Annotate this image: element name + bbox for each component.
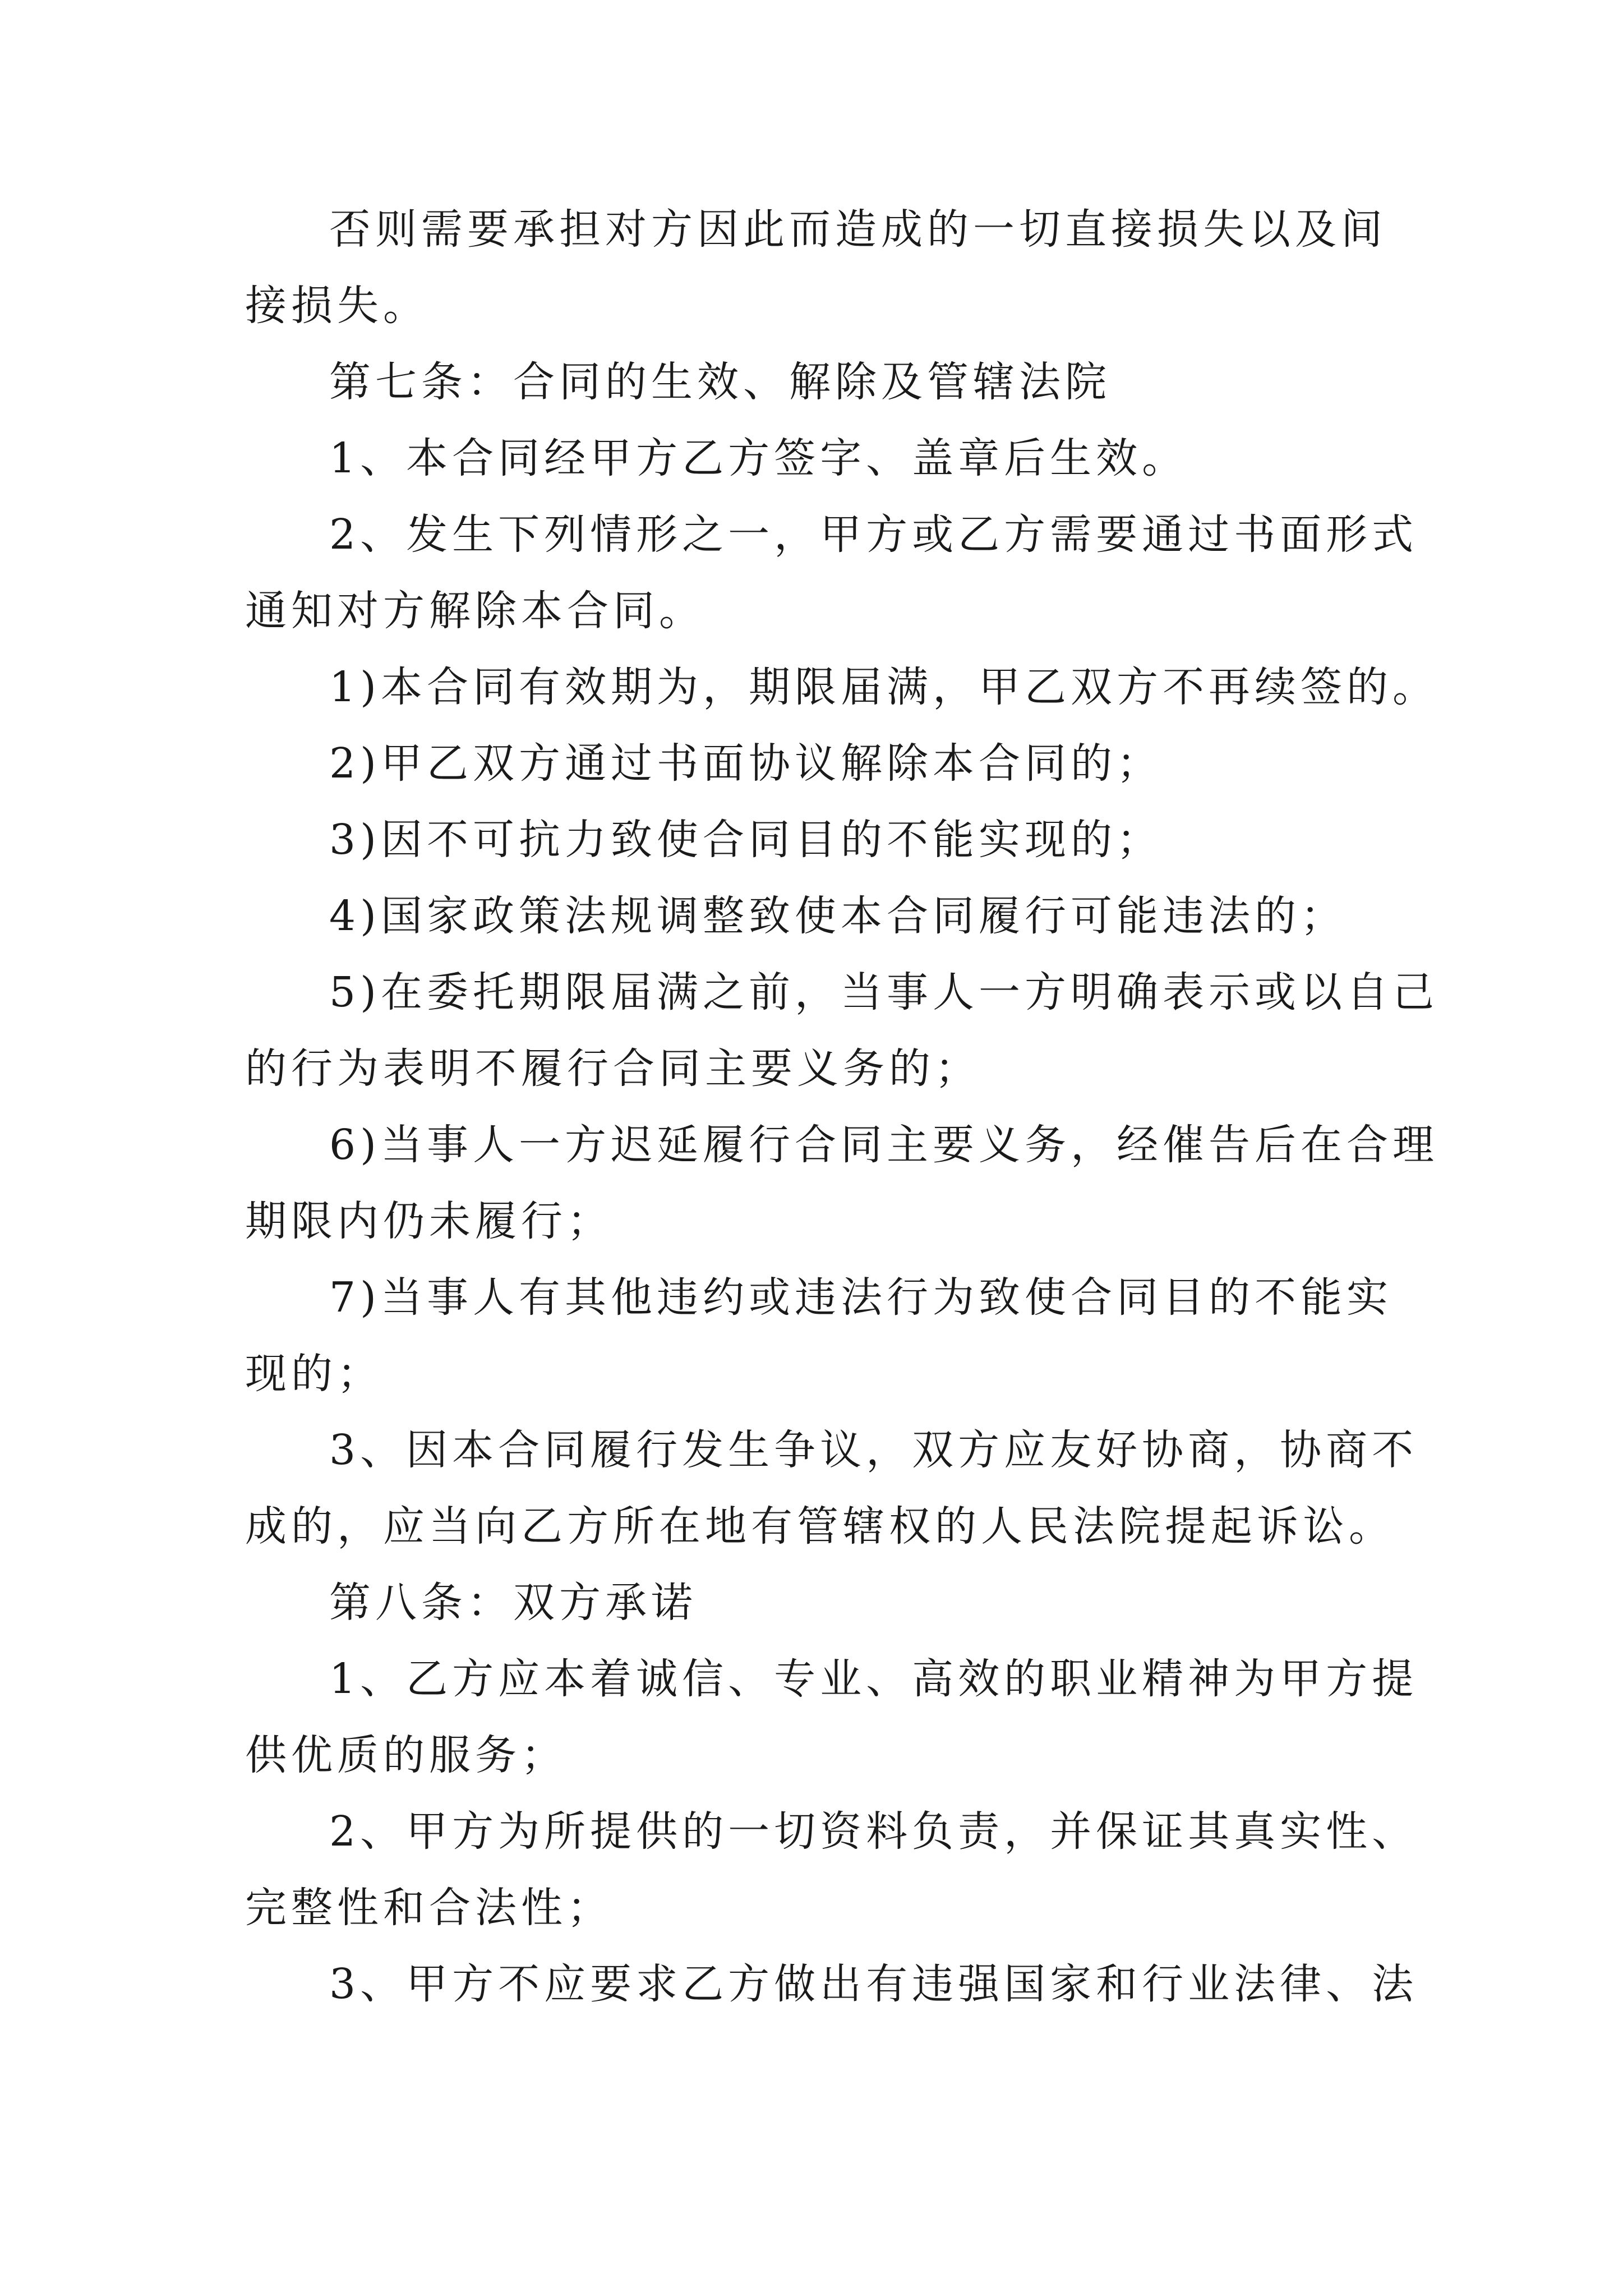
list-item: 6)当事人一方迟延履行合同主要义务，经催告后在合理	[329, 1121, 1438, 1169]
list-item: 4)国家政策法规调整致使本合同履行可能违法的；	[329, 892, 1347, 940]
paragraph-line: 1、本合同经甲方乙方签字、盖章后生效。	[329, 434, 1188, 482]
paragraph-line: 1、乙方应本着诚信、专业、高效的职业精神为甲方提	[329, 1655, 1418, 1703]
paragraph-line: 否则需要承担对方因此而造成的一切直接损失以及间	[329, 205, 1387, 254]
paragraph-line: 3、因本合同履行发生争议，双方应友好协商，协商不	[329, 1426, 1418, 1474]
section-heading: 第八条：双方承诺	[329, 1579, 697, 1627]
paragraph-line: 2、发生下列情形之一，甲方或乙方需要通过书面形式	[329, 510, 1418, 559]
paragraph-line: 供优质的服务；	[245, 1731, 567, 1779]
paragraph-line: 3、甲方不应要求乙方做出有违强国家和行业法律、法	[329, 1960, 1418, 2008]
list-item: 5)在委托期限届满之前，当事人一方明确表示或以自己	[329, 968, 1438, 1016]
paragraph-line: 通知对方解除本合同。	[245, 587, 705, 635]
paragraph-line: 接损失。	[245, 282, 429, 330]
list-item: 3)因不可抗力致使合同目的不能实现的；	[329, 816, 1163, 864]
section-heading: 第七条：合同的生效、解除及管辖法院	[329, 358, 1111, 406]
list-item: 2)甲乙双方通过书面协议解除本合同的；	[329, 739, 1163, 788]
list-item-continuation: 的行为表明不履行合同主要义务的；	[245, 1045, 981, 1093]
paragraph-line: 成的，应当向乙方所在地有管辖权的人民法院提起诉讼。	[245, 1502, 1395, 1550]
list-item: 1)本合同有效期为，期限届满，甲乙双方不再续签的。	[329, 663, 1438, 711]
list-item-continuation: 期限内仍未履行；	[245, 1197, 613, 1245]
list-item-continuation: 现的；	[245, 1350, 383, 1398]
paragraph-line: 2、甲方为所提供的一切资料负责，并保证其真实性、	[329, 1807, 1418, 1856]
paragraph-line: 完整性和合法性；	[245, 1884, 613, 1932]
list-item: 7)当事人有其他违约或违法行为致使合同目的不能实	[329, 1273, 1393, 1322]
